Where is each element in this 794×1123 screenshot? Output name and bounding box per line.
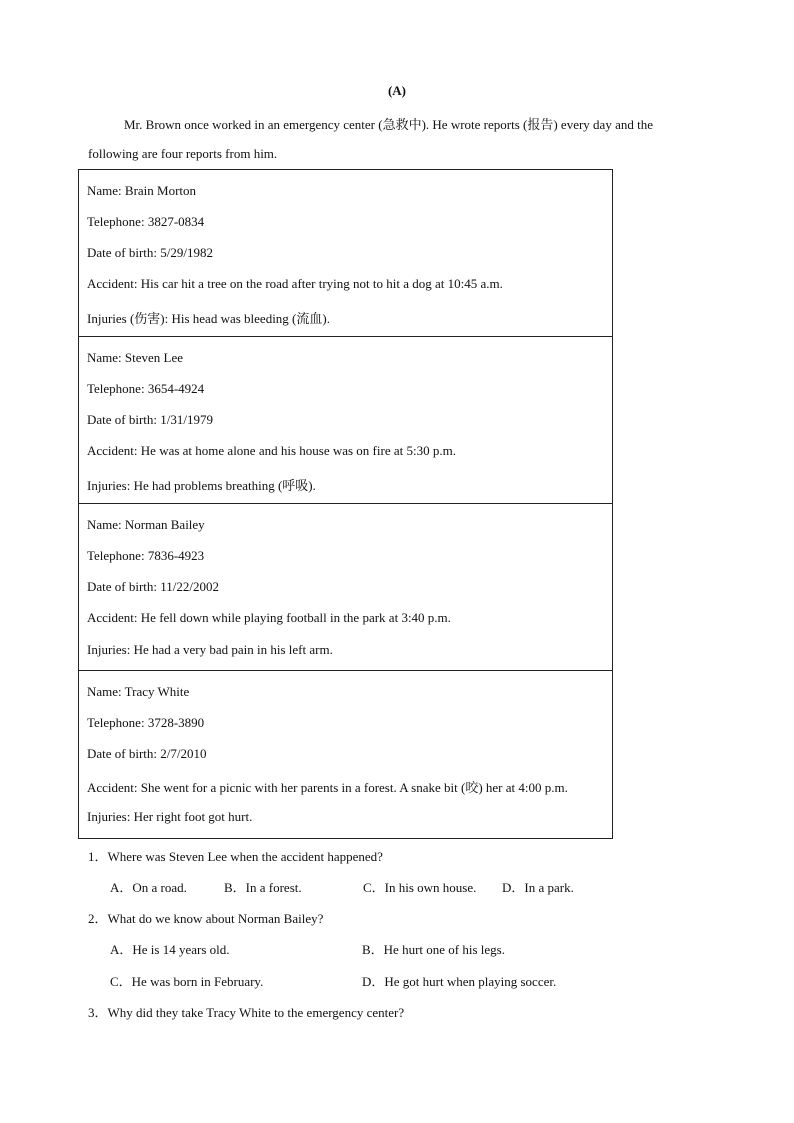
report-injuries: Injuries: He had problems breathing (呼吸). [87,478,316,493]
intro-line-1: Mr. Brown once worked in an emergency center (急救中). He wrote reports (报告) every day and the [124,117,653,132]
question-1-option-c: C．In his own house. [363,880,477,895]
report-card [79,504,612,671]
report-card [79,170,612,337]
section-heading: (A) [387,83,407,98]
question-1-stem: 1．Where was Steven Lee when the accident happened? [88,849,383,864]
report-card [79,671,612,838]
report-accident: Accident: She went for a picnic with her parents in a forest. A snake bit (咬) her at 4:00 p.m. [87,780,568,795]
report-date-of-birth: Date of birth: 11/22/2002 [87,579,220,594]
question-2-option-d: D．He got hurt when playing soccer. [362,974,557,989]
question-2-stem: 2．What do we know about Norman Bailey? [88,911,324,926]
report-name: Name: Steven Lee [87,350,184,365]
report-accident: Accident: He fell down while playing football in the park at 3:40 p.m. [87,610,451,625]
report-injuries: Injuries: He had a very bad pain in his left arm. [87,642,333,657]
report-date-of-birth: Date of birth: 5/29/1982 [87,245,214,260]
report-telephone: Telephone: 3728-3890 [87,715,205,730]
report-telephone: Telephone: 3654-4924 [87,381,205,396]
report-accident: Accident: His car hit a tree on the road after trying not to hit a dog at 10:45 a.m. [87,276,503,291]
report-date-of-birth: Date of birth: 2/7/2010 [87,746,207,761]
question-2-option-b: B．He hurt one of his legs. [362,942,505,957]
question-1-option-b: B．In a forest. [224,880,302,895]
report-card [79,337,612,504]
report-telephone: Telephone: 3827-0834 [87,214,205,229]
report-injuries: Injuries (伤害): His head was bleeding (流血). [87,311,330,326]
report-accident: Accident: He was at home alone and his house was on fire at 5:30 p.m. [87,443,456,458]
report-name: Name: Norman Bailey [87,517,205,532]
question-2-option-c: C．He was born in February. [110,974,264,989]
question-2-option-a: A．He is 14 years old. [110,942,230,957]
report-date-of-birth: Date of birth: 1/31/1979 [87,412,214,427]
report-injuries: Injuries: Her right foot got hurt. [87,809,253,824]
report-name: Name: Brain Morton [87,183,197,198]
intro-line-2: following are four reports from him. [88,146,278,161]
question-3-stem: 3．Why did they take Tracy White to the emergency center? [88,1005,405,1020]
reports-table [78,169,613,839]
question-1-option-d: D．In a park. [502,880,574,895]
question-1-option-a: A．On a road. [110,880,187,895]
report-telephone: Telephone: 7836-4923 [87,548,205,563]
report-name: Name: Tracy White [87,684,190,699]
